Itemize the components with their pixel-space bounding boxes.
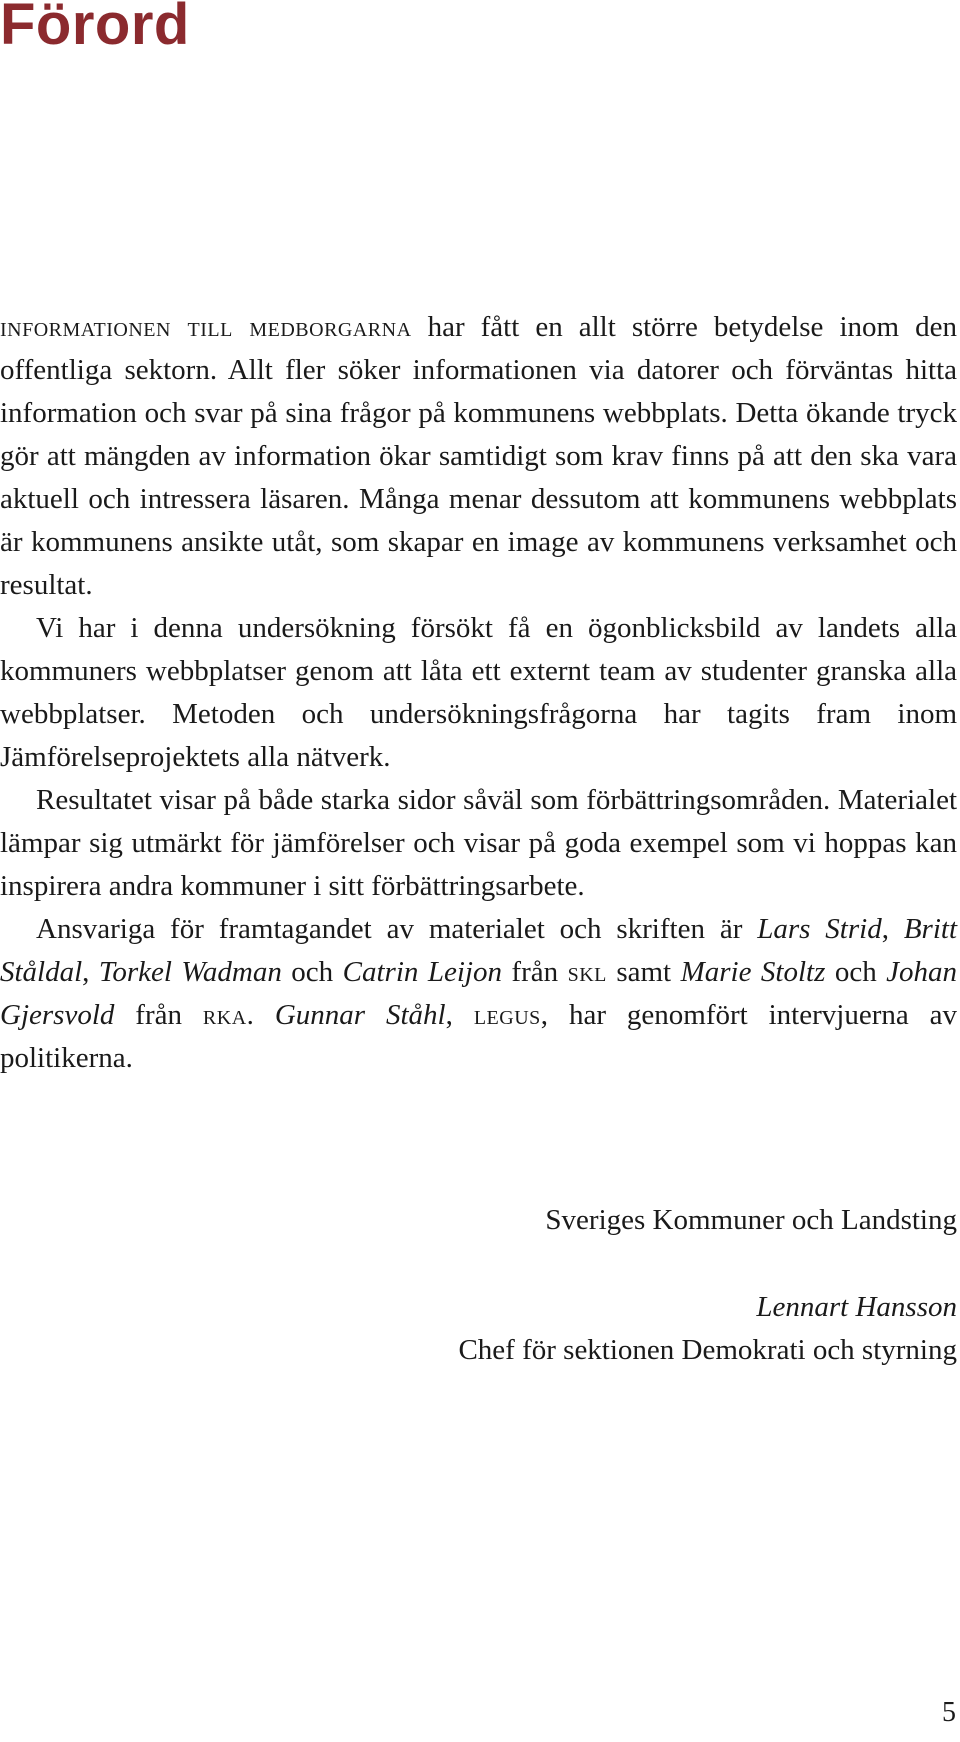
paragraph-4-text: ,: [82, 956, 99, 988]
paragraph-1-text: har fått en allt större betydelse inom den offentliga sektorn. Allt fler söker informationen via datorer och förväntas hitta information och svar på sina frågor på kommunens webbplats. Detta ökande tryck gör att mängden av information ökar samtidigt som krav finns på att den ska vara aktuell och intressera läsaren. Många menar dessutom att kommunens webbplats är kommunens ansikte utåt, som skapar en image av kommunens verksamhet och resultat.: [0, 311, 957, 601]
person-name: Catrin Leijon: [342, 956, 502, 988]
person-name: Gunnar Ståhl: [274, 999, 446, 1031]
page-title: Förord: [0, 0, 190, 57]
person-name: Marie Stoltz: [680, 956, 826, 988]
person-name: Johan Gjersvold: [0, 956, 958, 1031]
paragraph-4-text: från: [501, 956, 568, 988]
paragraph-4-text: Ansvariga för framtagandet av materialet och skriften är: [36, 913, 758, 945]
organization-abbreviation: legus: [473, 999, 541, 1031]
signature-organization: Sveriges Kommuner och Landsting: [545, 1204, 957, 1236]
paragraph-3: Resultatet visar på både starka sidor såväl som förbättringsområden. Materialet lämpar sig utmärkt för jämförelser och visar på goda exempel som vi hoppas kan inspirera andra kommuner i sitt förbättringsarbete.: [0, 784, 957, 902]
person-name: Lars Strid: [757, 913, 882, 945]
paragraph-4-text: ,: [881, 913, 904, 945]
person-name: Torkel Wadman: [98, 956, 282, 988]
lead-in-small-caps: informationen till medborgarna: [0, 311, 412, 343]
preface-body: [0, 306, 957, 1080]
organization-abbreviation: rka: [202, 999, 247, 1031]
paragraph-2: Vi har i denna undersökning försökt få en ögonblicksbild av landets alla kommuners webbplatser genom att låta ett externt team av studenter granska alla webbplatser. Metoden och undersökningsfrågorna har tagits fram inom Jämförelseprojektets alla nätverk.: [0, 612, 957, 773]
paragraph-4-text: och: [281, 956, 343, 988]
paragraph-4-text: ,: [445, 999, 474, 1031]
paragraph-4-text: , har genomfört intervjuerna av politikerna.: [0, 999, 958, 1074]
page-number: 5: [942, 1697, 956, 1728]
paragraph-4-text: från: [114, 999, 203, 1031]
paragraph-1: [0, 306, 957, 607]
paragraph-4: [0, 908, 957, 1080]
person-name: Britt Ståldal: [0, 913, 958, 988]
paragraph-4-text: och: [825, 956, 887, 988]
signature-person: Lennart Hansson: [756, 1291, 957, 1323]
paragraph-4-text: samt: [606, 956, 681, 988]
signature-role: Chef för sektionen Demokrati och styrning: [458, 1334, 957, 1366]
paragraph-4-text: .: [246, 999, 275, 1031]
organization-abbreviation: skl: [567, 956, 607, 988]
